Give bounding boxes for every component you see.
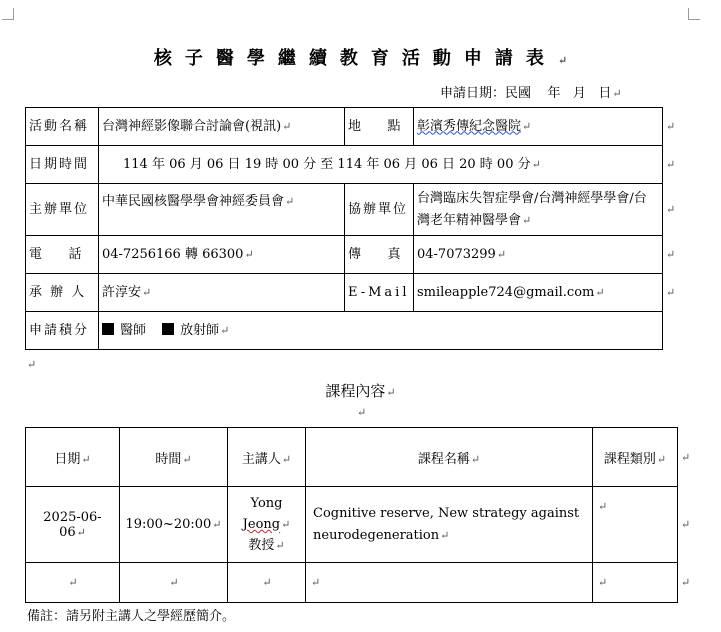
handler-label: 承 辦 人 <box>26 274 99 312</box>
page-corner-mark <box>688 8 700 20</box>
empty-cell[interactable]: ↵ <box>26 563 120 603</box>
doctor-checkbox[interactable] <box>102 323 114 335</box>
course-category-cell[interactable]: ↵ <box>593 487 678 563</box>
course-header-speaker: 主講人↵ <box>228 428 306 487</box>
email-field[interactable]: smileapple724@gmail.com↵ <box>414 274 663 312</box>
course-time-cell[interactable]: 19:00~20:00↵ <box>120 487 228 563</box>
handler-field[interactable]: 許淳安↵ <box>99 274 345 312</box>
course-date-cell[interactable]: 2025-06-06↵ <box>26 487 120 563</box>
fax-field[interactable]: 04-7073299↵ <box>414 236 663 274</box>
table-row: ↵ ↵ ↵ ↵ ↵ ↵ <box>26 563 698 603</box>
credits-field: 醫師 放射師↵ <box>99 312 663 350</box>
email-label: E-Mail <box>345 274 414 312</box>
course-header-time: 時間↵ <box>120 428 228 487</box>
location-field[interactable]: 彰濱秀傳紀念醫院↵ <box>414 108 663 146</box>
activity-name-label: 活動名稱 <box>26 108 99 146</box>
activity-info-table: 活動名稱 台灣神經影像聯合討論會(視訊)↵ 地 點 彰濱秀傳紀念醫院↵ ↵ 日期時間 114 年 06 月 06 日 19 時 00 分 至 114 年 06 月 06 日 20 時 00 分↵ ↵ 主辦單位 中華民國核醫學學會神經委員會↵ 協辦單位 台灣臨床失智症學會/台灣神經學學會/台灣老年精神醫學會↵ ↵ 電 話 04-7256166 轉 66300↵ 傳 真 04-7073299↵ ↵ 承 辦 人 許淳安↵ E-Mail smileapple724@gmail.com↵ ↵ 申請積分 醫師 放射師↵ <box>25 107 683 350</box>
course-speaker-cell[interactable]: Yong Jeong↵ 教授↵ <box>228 487 306 563</box>
table-row: 2025-06-06↵ 19:00~20:00↵ Yong Jeong↵ 教授↵ Cognitive reserve, New strategy against neurodegeneration↵ ↵ ↵ <box>26 487 698 563</box>
empty-cell[interactable]: ↵ <box>120 563 228 603</box>
organizer-field[interactable]: 中華民國核醫學學會神經委員會↵ <box>99 184 345 236</box>
course-header-date: 日期↵ <box>26 428 120 487</box>
course-header-category: 課程類別↵ <box>593 428 678 487</box>
course-name-cell[interactable]: Cognitive reserve, New strategy against neurodegeneration↵ <box>306 487 593 563</box>
note-text: 備註：請另附主講人之學經歷簡介。 <box>27 609 236 624</box>
paragraph-mark: ↵ <box>357 406 367 419</box>
course-section-title: 課程內容↵ <box>325 382 396 400</box>
form-title: 核子醫學繼續教育活動申請表↵ <box>153 48 568 69</box>
apply-date: 申請日期：民國 年 月 日↵ <box>440 86 622 101</box>
co-organizer-field[interactable]: 台灣臨床失智症學會/台灣神經學學會/台灣老年精神醫學會↵ <box>414 184 663 236</box>
phone-field[interactable]: 04-7256166 轉 66300↵ <box>99 236 345 274</box>
empty-cell[interactable]: ↵ <box>593 563 678 603</box>
datetime-field[interactable]: 114 年 06 月 06 日 19 時 00 分 至 114 年 06 月 06 日 20 時 00 分↵ <box>99 146 663 184</box>
location-label: 地 點 <box>345 108 414 146</box>
empty-cell[interactable]: ↵ <box>306 563 593 603</box>
doctor-credit-label: 醫師 <box>120 322 147 338</box>
empty-cell[interactable]: ↵ <box>228 563 306 603</box>
activity-name-field[interactable]: 台灣神經影像聯合討論會(視訊)↵ <box>99 108 345 146</box>
course-table: 日期↵ 時間↵ 主講人↵ 課程名稱↵ 課程類別↵ ↵ 2025-06-06↵ 19:00~20:00↵ Yong Jeong↵ 教授↵ Cognitive reserve, New strategy against neurodegeneration↵ ↵ ↵ ↵ ↵ ↵ ↵ ↵ ↵ <box>25 427 698 603</box>
page-corner-mark <box>2 8 14 20</box>
course-header-name: 課程名稱↵ <box>306 428 593 487</box>
fax-label: 傳 真 <box>345 236 414 274</box>
phone-label: 電 話 <box>26 236 99 274</box>
co-organizer-label: 協辦單位 <box>345 184 414 236</box>
credits-label: 申請積分 <box>26 312 99 350</box>
radiographer-credit-label: 放射師 <box>180 322 220 338</box>
paragraph-mark: ↵ <box>27 358 37 371</box>
radiographer-checkbox[interactable] <box>162 323 174 335</box>
organizer-label: 主辦單位 <box>26 184 99 236</box>
datetime-label: 日期時間 <box>26 146 99 184</box>
